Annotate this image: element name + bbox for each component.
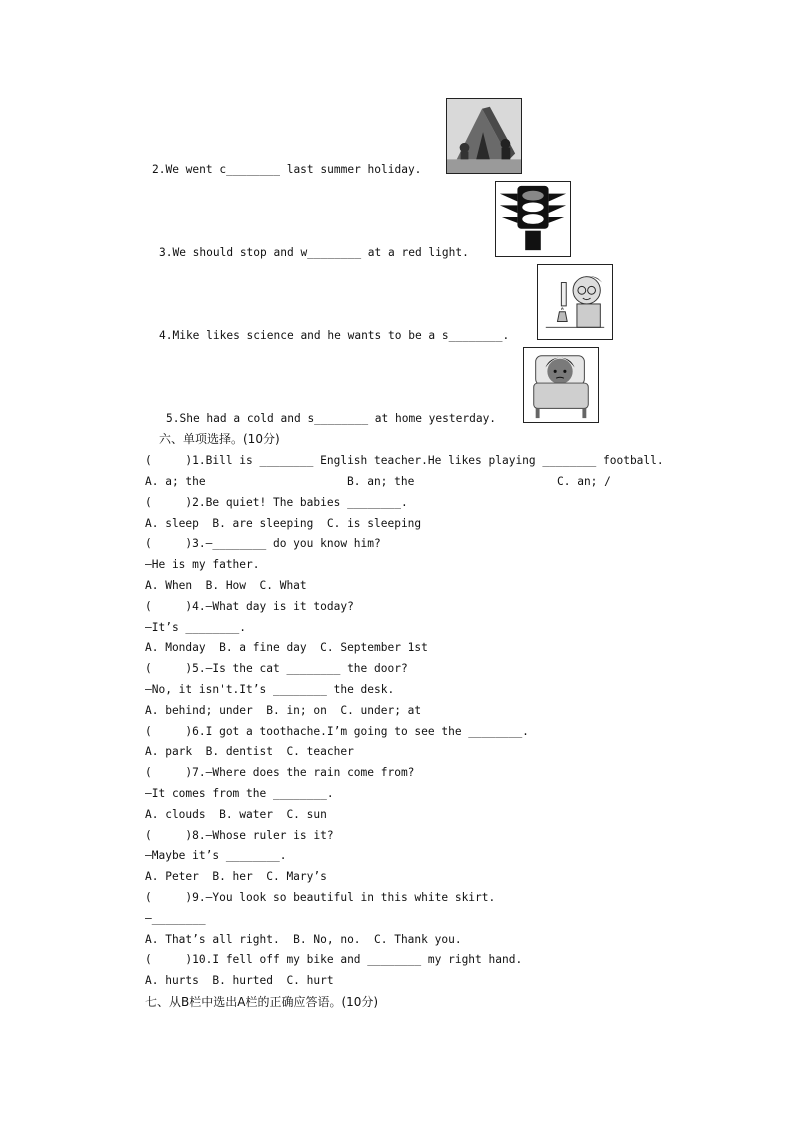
- question-6-stem: ( )6.I got a toothache.I’m going to see the ________.: [145, 725, 529, 738]
- question-5-options: A. behind; under B. in; on C. under; at: [145, 704, 422, 717]
- section-7-heading: 七、从B栏中选出A栏的正确应答语。(10分): [145, 995, 379, 1009]
- question-4-options: A. Monday B. a fine day C. September 1st: [145, 641, 428, 654]
- question-2-stem: ( )2.Be quiet! The babies ________.: [145, 496, 408, 509]
- question-5-stem: ( )5.—Is the cat ________ the door?: [145, 662, 408, 675]
- sick-girl-in-bed-picture: [523, 347, 599, 423]
- question-2-options: A. sleep B. are sleeping C. is sleeping: [145, 517, 422, 530]
- section-6-heading: 六、单项选择。(10分): [159, 432, 280, 446]
- fill-in-sentence-5: 5.She had a cold and s________ at home yesterday.: [166, 412, 497, 425]
- question-8-options: A. Peter B. her C. Mary’s: [145, 870, 327, 883]
- question-10-stem: ( )10.I fell off my bike and ________ my right hand.: [145, 953, 523, 966]
- question-3-options: A. When B. How C. What: [145, 579, 307, 592]
- question-9-options: A. That’s all right. B. No, no. C. Thank you.: [145, 933, 462, 946]
- question-4-reply: —It’s ________.: [145, 621, 247, 634]
- scientist-boy-picture: [537, 264, 613, 340]
- question-7-reply: —It comes from the ________.: [145, 787, 334, 800]
- question-3-stem: ( )3.—________ do you know him?: [145, 537, 381, 550]
- question-1-option-c: C. an; /: [557, 475, 611, 488]
- question-4-stem: ( )4.—What day is it today?: [145, 600, 354, 613]
- traffic-light-picture: [495, 181, 571, 257]
- question-6-options: A. park B. dentist C. teacher: [145, 745, 354, 758]
- question-3-reply: —He is my father.: [145, 558, 260, 571]
- fill-in-sentence-3: 3.We should stop and w________ at a red light.: [159, 246, 469, 259]
- question-10-options: A. hurts B. hurted C. hurt: [145, 974, 334, 987]
- question-7-options: A. clouds B. water C. sun: [145, 808, 327, 821]
- question-1-stem: ( )1.Bill is ________ English teacher.He likes playing ________ football.: [145, 454, 664, 467]
- fill-in-sentence-2: 2.We went c________ last summer holiday.: [152, 163, 422, 176]
- question-8-stem: ( )8.—Whose ruler is it?: [145, 829, 334, 842]
- question-9-reply: —________: [145, 912, 206, 925]
- fill-in-sentence-4: 4.Mike likes science and he wants to be a s________.: [159, 329, 510, 342]
- question-1-option-a: A. a; the: [145, 475, 206, 488]
- tent-camping-picture: [446, 98, 522, 174]
- question-8-reply: —Maybe it’s ________.: [145, 849, 287, 862]
- question-1-option-b: B. an; the: [347, 475, 415, 488]
- question-5-reply: —No, it isn't.It’s ________ the desk.: [145, 683, 395, 696]
- question-9-stem: ( )9.—You look so beautiful in this white skirt.: [145, 891, 496, 904]
- question-7-stem: ( )7.—Where does the rain come from?: [145, 766, 415, 779]
